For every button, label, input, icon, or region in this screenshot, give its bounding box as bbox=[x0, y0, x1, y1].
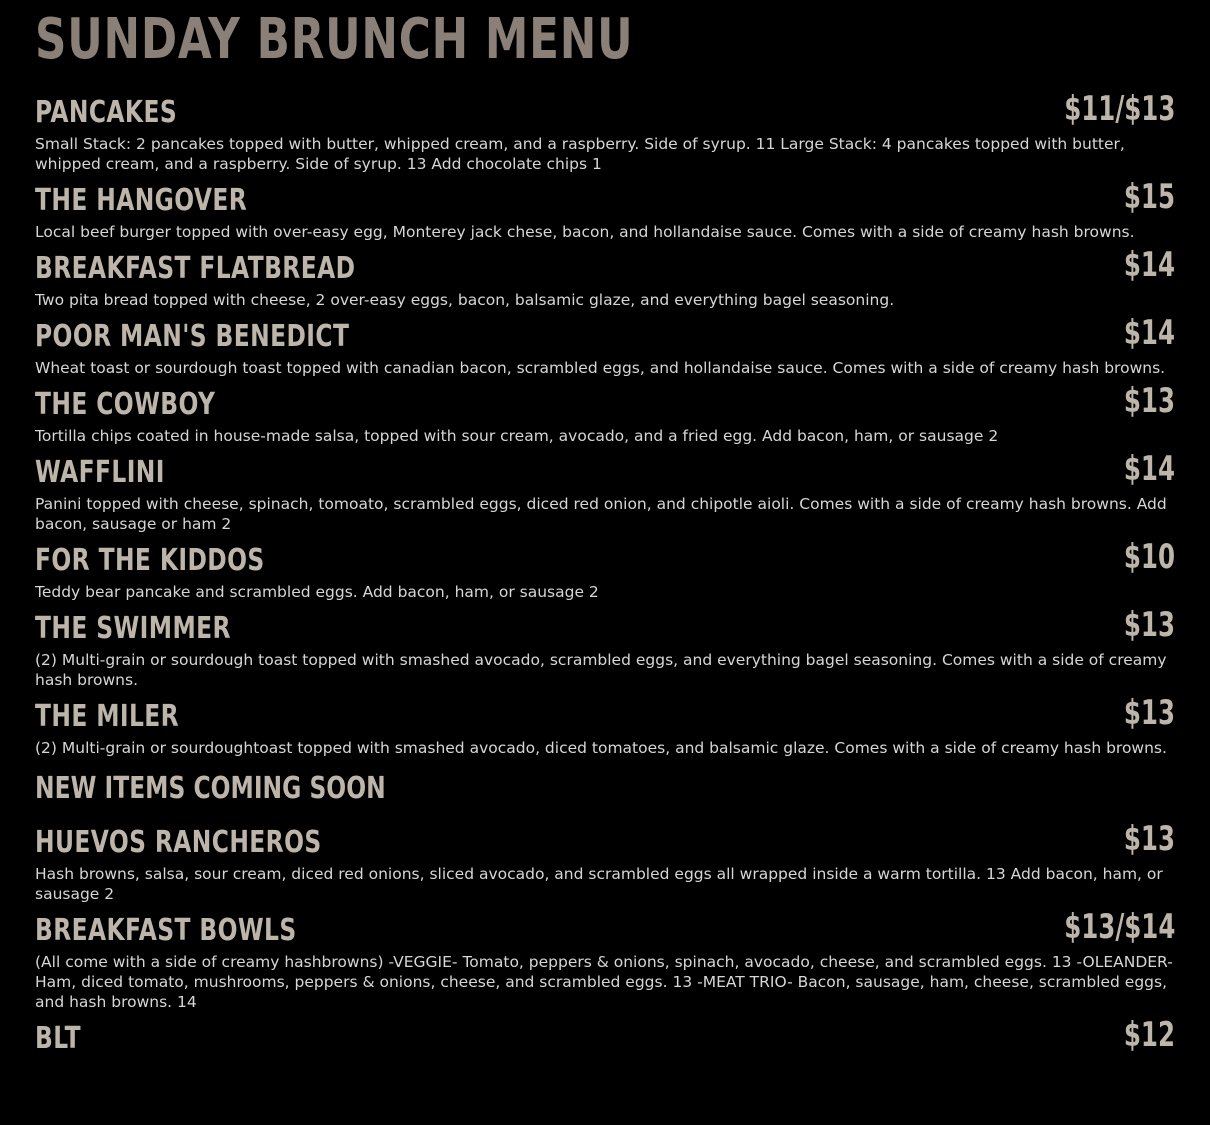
menu-item bbox=[35, 449, 1175, 534]
menu-item bbox=[35, 313, 1175, 378]
item-name: BLT bbox=[35, 1021, 82, 1056]
menu-items bbox=[35, 89, 1175, 1058]
item-name: WAFFLINI bbox=[35, 455, 165, 490]
item-description: Wheat toast or sourdough toast topped with canadian bacon, scrambled eggs, and hollandaise sauce. Comes with a side of creamy hash browns. bbox=[35, 359, 1166, 377]
menu-item bbox=[35, 819, 1175, 904]
menu-item bbox=[35, 537, 1175, 602]
menu-item bbox=[35, 381, 1175, 446]
brunch-menu-page bbox=[35, 0, 1175, 1066]
menu-title: SUNDAY BRUNCH MENU bbox=[35, 7, 634, 72]
item-name: THE SWIMMER bbox=[35, 611, 231, 646]
menu-item bbox=[35, 693, 1175, 758]
item-description: Hash browns, salsa, sour cream, diced red onions, sliced avocado, and scrambled eggs all wrapped inside a warm tortilla. 13 Add bacon, ham, or sausage 2 bbox=[35, 865, 1163, 903]
menu-item bbox=[35, 89, 1175, 174]
item-price: $13 bbox=[1123, 381, 1175, 421]
section-header bbox=[35, 770, 1175, 814]
item-name: FOR THE KIDDOS bbox=[35, 543, 265, 578]
item-price: $14 bbox=[1123, 449, 1175, 489]
item-price: $14 bbox=[1123, 313, 1175, 353]
item-description: Two pita bread topped with cheese, 2 over-easy eggs, bacon, balsamic glaze, and everything bagel seasoning. bbox=[35, 291, 895, 309]
item-name: THE HANGOVER bbox=[35, 183, 248, 218]
item-description: Local beef burger topped with over-easy egg, Monterey jack chese, bacon, and hollandaise sauce. Comes with a side of creamy hash browns. bbox=[35, 223, 1135, 241]
item-description: (All come with a side of creamy hashbrowns) -VEGGIE- Tomato, peppers & onions, spinach, avocado, cheese, and scrambled eggs. 13 -OLEANDER- Ham, diced tomato, mushrooms, peppers & onions, cheese, and scrambled eggs. 13 -MEAT TRIO- Bacon, sausage, ham, cheese, scrambled eggs, and hash browns. 14 bbox=[35, 953, 1173, 1011]
menu-item bbox=[35, 605, 1175, 690]
item-price: $12 bbox=[1123, 1015, 1175, 1055]
item-price: $13 bbox=[1123, 693, 1175, 733]
item-price: $14 bbox=[1123, 245, 1175, 285]
section-title: NEW ITEMS COMING SOON bbox=[35, 771, 386, 806]
item-name: BREAKFAST BOWLS bbox=[35, 913, 297, 948]
item-description: Tortilla chips coated in house-made salsa, topped with sour cream, avocado, and a fried egg. Add bacon, ham, or sausage 2 bbox=[35, 427, 999, 445]
item-description: Panini topped with cheese, spinach, tomoato, scrambled eggs, diced red onion, and chipotle aioli. Comes with a side of creamy hash browns. Add bacon, sausage or ham 2 bbox=[35, 495, 1167, 533]
item-description: (2) Multi-grain or sourdough toast topped with smashed avocado, scrambled eggs, and everything bagel seasoning. Comes with a side of creamy hash browns. bbox=[35, 651, 1167, 689]
item-price: $15 bbox=[1123, 177, 1175, 217]
item-price: $11/$13 bbox=[1063, 89, 1175, 129]
item-name: BREAKFAST FLATBREAD bbox=[35, 251, 356, 286]
menu-item bbox=[35, 1015, 1175, 1058]
item-description: Teddy bear pancake and scrambled eggs. Add bacon, ham, or sausage 2 bbox=[35, 583, 599, 601]
item-price: $10 bbox=[1123, 537, 1175, 577]
item-description: Small Stack: 2 pancakes topped with butter, whipped cream, and a raspberry. Side of syrup. 11 Large Stack: 4 pancakes topped with butter, whipped cream, and a raspberry. Side of syrup. 13 Add chocolate chips 1 bbox=[35, 135, 1125, 173]
item-price: $13 bbox=[1123, 605, 1175, 645]
item-description: (2) Multi-grain or sourdoughtoast topped with smashed avocado, diced tomatoes, and balsamic glaze. Comes with a side of creamy hash browns. bbox=[35, 739, 1167, 757]
menu-item bbox=[35, 245, 1175, 310]
item-name: POOR MAN'S BENEDICT bbox=[35, 319, 350, 354]
item-name: HUEVOS RANCHEROS bbox=[35, 825, 322, 860]
item-name: THE COWBOY bbox=[35, 387, 216, 422]
item-price: $13 bbox=[1123, 819, 1175, 859]
item-price: $13/$14 bbox=[1063, 907, 1175, 947]
item-name: PANCAKES bbox=[35, 95, 178, 130]
menu-item bbox=[35, 907, 1175, 1012]
menu-item bbox=[35, 177, 1175, 242]
item-name: THE MILER bbox=[35, 699, 180, 734]
